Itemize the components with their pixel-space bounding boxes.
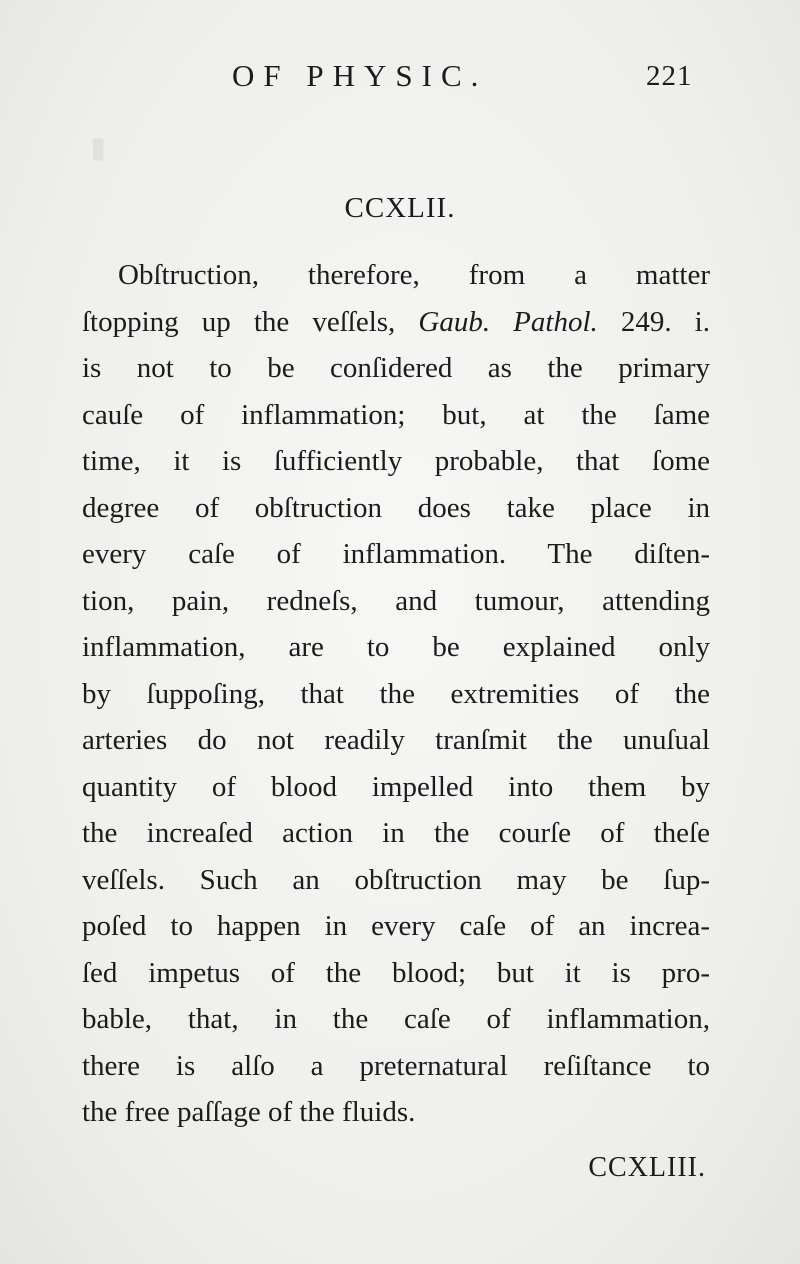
text-line: is not to be conſidered as the primary	[82, 352, 710, 384]
citation: Gaub. Pathol.	[418, 305, 598, 338]
text-line: inflammation, are to be explained only	[82, 631, 710, 663]
catchword: CCXLIII.	[588, 1152, 706, 1183]
text-line: ſtopping up the veſſels, Gaub. Pathol. 249. i.	[82, 305, 710, 338]
text-line: arteries do not readily tranſmit the unuſual	[82, 724, 710, 756]
running-title: OF PHYSIC.	[232, 58, 488, 93]
text-line: time, it is ſufficiently probable, that ſome	[82, 445, 710, 477]
text-line: quantity of blood impelled into them by	[82, 770, 710, 803]
page-header	[0, 58, 800, 98]
text-line: the increaſed action in the courſe of theſe	[82, 817, 710, 849]
body-text	[82, 252, 710, 1136]
text-line: poſed to happen in every caſe of an increa-	[82, 910, 710, 942]
text-line: there is alſo a preternatural reſiſtance to	[82, 1049, 710, 1082]
text-line: tion, pain, redneſs, and tumour, attending	[82, 584, 710, 617]
text-line: cauſe of inflammation; but, at the ſame	[82, 398, 710, 431]
text-line: by ſuppoſing, that the extremities of the	[82, 677, 710, 710]
text-line: Obſtruction, therefore, from a matter	[118, 259, 710, 291]
page-number: 221	[646, 60, 693, 92]
show-through-text: ▮	[90, 132, 106, 164]
text-line: the free paſſage of the fluids.	[82, 1096, 416, 1128]
text-line: every caſe of inflammation. The diſten-	[82, 538, 710, 570]
text-line: bable, that, in the caſe of inflammation,	[82, 1003, 710, 1035]
text-line: degree of obſtruction does take place in	[82, 491, 710, 524]
text-line: veſſels. Such an obſtruction may be ſup-	[82, 863, 710, 896]
section-heading: CCXLII.	[344, 192, 456, 224]
text-line: ſed impetus of the blood; but it is pro-	[82, 956, 710, 989]
